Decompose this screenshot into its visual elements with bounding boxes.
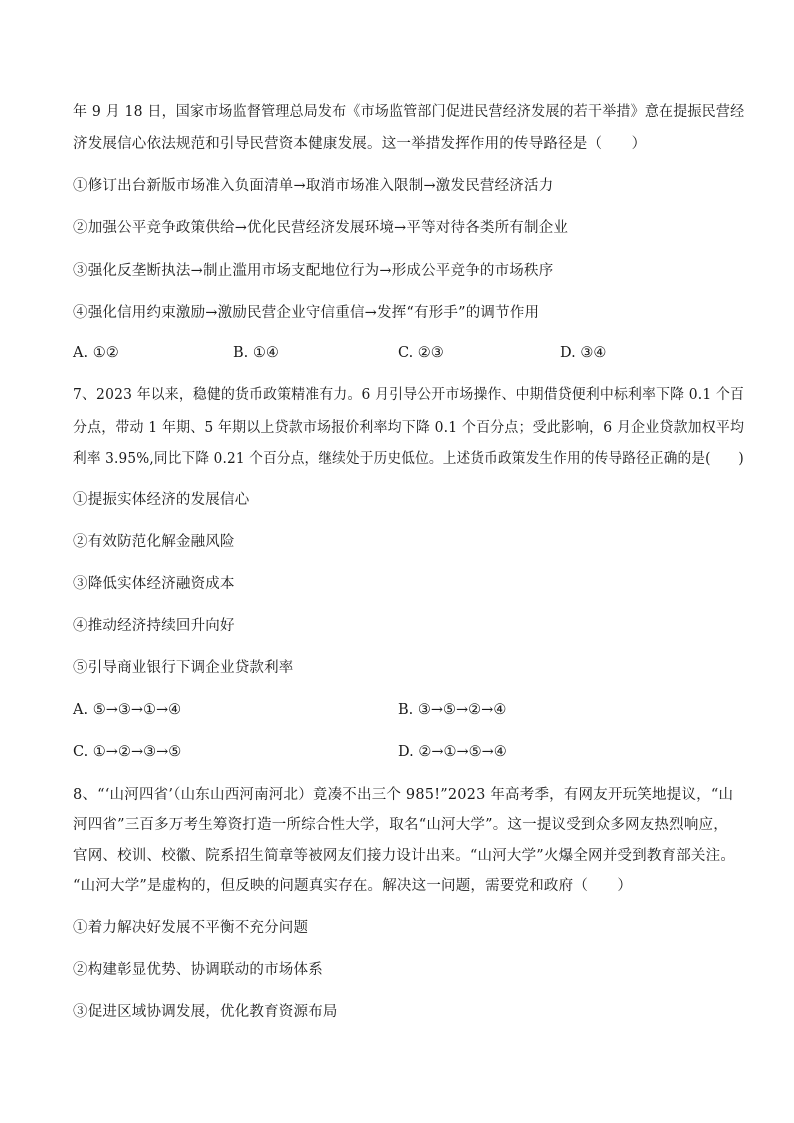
q8-stem-line-4: “山河大学”是虚构的，但反映的问题真实存在。解决这一问题，需要党和政府（ ） <box>73 878 633 894</box>
q6-stem-line-1: 年 9 月 18 日，国家市场监督管理总局发布《市场监管部门促进民营经济发展的若干举措》意在提振民营经 <box>73 104 745 120</box>
q6-option-d: D. ③④ <box>560 345 607 361</box>
q7-option-b: B. ③→⑤→②→④ <box>398 702 507 718</box>
q6-item-3: ③强化反垄断执法→制止滥用市场支配地位行为→形成公平竞争的市场秩序 <box>73 263 554 279</box>
q6-option-b: B. ①④ <box>233 345 279 361</box>
q8-stem-line-3: 官网、校训、校徽、院系招生简章等被网友们接力设计出来。“山河大学”火爆全网并受到教育部关注。 <box>73 848 736 864</box>
q7-item-5: ⑤引导商业银行下调企业贷款利率 <box>73 660 294 676</box>
q8-item-2: ②构建彰显优势、协调联动的市场体系 <box>73 962 323 978</box>
q7-item-2: ②有效防范化解金融风险 <box>73 534 235 550</box>
q8-stem-line-2: 河四省”三百多万考生筹资打造一所综合性大学，取名“山河大学”。这一提议受到众多网友热烈响应， <box>73 817 728 833</box>
q7-stem-line-1: 7、2023 年以来，稳健的货币政策精准有力。6 月引导公开市场操作、中期借贷便利中标利率下降 0.1 个百 <box>73 387 745 403</box>
q7-stem-line-2: 分点，带动 1 年期、5 年期以上贷款市场报价利率均下降 0.1 个百分点；受此影响，6 月企业贷款加权平均 <box>73 420 745 436</box>
q7-item-3: ③降低实体经济融资成本 <box>73 576 235 592</box>
q6-stem-line-2: 济发展信心依法规范和引导民营资本健康发展。这一举措发挥作用的传导路径是（ ） <box>73 136 647 152</box>
q7-item-4: ④推动经济持续回升向好 <box>73 618 235 634</box>
q8-item-3: ③促进区域协调发展，优化教育资源布局 <box>73 1004 338 1020</box>
q7-option-a: A. ⑤→③→①→④ <box>73 702 182 718</box>
q7-option-d: D. ②→①→⑤→④ <box>398 744 507 760</box>
q7-option-c: C. ①→②→③→⑤ <box>73 744 182 760</box>
q8-stem-line-1: 8、“‘山河四省’（山东山西河南河北）竟凑不出三个 985!”2023 年高考季，有网友开玩笑地提议，“山 <box>73 787 734 803</box>
q8-item-1: ①着力解决好发展不平衡不充分问题 <box>73 920 309 936</box>
q7-stem-line-3: 利率 3.95%,同比下降 0.21 个百分点，继续处于历史低位。上述货币政策发生作用的传导路径正确的是( ) <box>73 451 744 467</box>
q6-item-2: ②加强公平竞争政策供给→优化民营经济发展环境→平等对待各类所有制企业 <box>73 220 569 236</box>
q6-item-1: ①修订出台新版市场准入负面清单→取消市场准入限制→激发民营经济活力 <box>73 178 554 194</box>
q6-option-a: A. ①② <box>73 345 119 361</box>
q7-item-1: ①提振实体经济的发展信心 <box>73 492 250 508</box>
q6-item-4: ④强化信用约束激励→激励民营企业守信重信→发挥“有形手”的调节作用 <box>73 305 540 321</box>
q6-option-c: C. ②③ <box>398 345 444 361</box>
